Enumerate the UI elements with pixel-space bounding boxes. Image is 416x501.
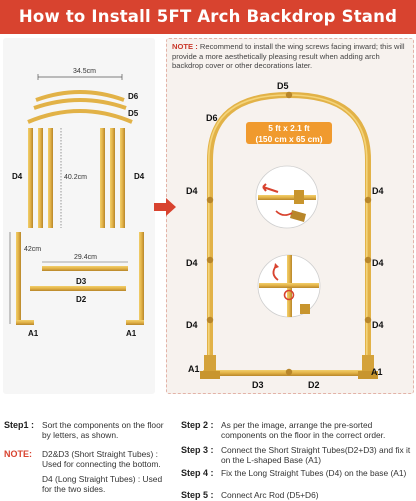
detail-wing-screw [256,166,318,228]
short-tube-d2 [30,286,126,291]
arch-d2-label: D2 [308,380,320,390]
d5-label: D5 [128,109,139,118]
long-tubes-right [100,128,125,228]
step-5 [181,490,413,500]
d3-label: D3 [76,277,87,286]
d6-label: D6 [128,92,139,101]
note-d2d3 [4,449,174,470]
step-4-text: Fix the Long Straight Tubes (D4) on the base (A1) [221,468,407,478]
arch-d4-right-3: D4 [372,320,384,330]
arch-d5-label: D5 [277,81,289,91]
step-4 [181,468,413,478]
arch-d4-right-2: D4 [372,258,384,268]
arc-width-label: 34.5cm [73,68,96,75]
step-2-label: Step 2 : [181,420,214,430]
arc-rod-d5 [28,111,132,122]
step-5-label: Step 5 : [181,490,214,500]
arc-rod-d6 [34,100,126,108]
step-5-text: Connect Arc Rod (D5+D6) [221,490,319,500]
a1-right-label: A1 [126,329,137,338]
page-title: How to Install 5FT Arch Backdrop Stand [0,0,416,34]
note-body: Recommend to install the wing screws facing inward; this will provide a more aesthetically pleasing result when adding arch backdrop cover or other decorations later. [172,42,405,71]
size-ft: 5 ft x 2.1 ft [268,123,310,133]
size-badge [246,122,332,144]
base-width-label: 29.4cm [74,254,97,261]
arch-a1-left: A1 [188,364,200,374]
arch-d6-label: D6 [206,113,218,123]
arch-d4-left-1: D4 [186,186,198,196]
arch-d4-left-3: D4 [186,320,198,330]
note-d2d3-text: D2&D3 (Short Straight Tubes) : Used for connecting the bottom. [42,449,161,470]
step-3 [181,445,413,466]
step-1-text: Sort the components on the floor by letters, as shown. [42,420,164,441]
d2-label: D2 [76,295,87,304]
step-2 [181,420,413,441]
d4-left-label: D4 [12,172,23,181]
detail-insert-tube [258,255,320,317]
step-3-label: Step 3 : [181,445,214,455]
long-tubes-left [28,128,53,228]
d4-right-label: D4 [134,172,145,181]
note-d4 [42,474,174,495]
arch-d4-left-2: D4 [186,258,198,268]
note-d4-text: D4 (Long Straight Tubes) : Used for the two sides. [42,474,163,495]
arch-a1-right: A1 [371,367,383,377]
note-label-steps: NOTE: [4,449,32,459]
base-height-label: 42cm [24,246,42,253]
a1-left-label: A1 [28,329,39,338]
short-tube-d3 [42,266,128,271]
step-2-text: As per the image, arrange the pre-sorted components on the floor in the correct order. [221,420,386,441]
note-label: NOTE : [172,42,198,51]
step-4-label: Step 4 : [181,468,214,478]
base-a1-right [126,232,144,325]
size-cm: (150 cm x 65 cm) [255,133,323,144]
step-3-text: Connect the Short Straight Tubes(D2+D3) and fix it on the L-shaped Base (A1) [221,445,411,466]
instructions [0,414,416,501]
arch-d3-label: D3 [252,380,264,390]
tube-length-label: 40.2cm [64,174,87,181]
arrow-right-icon [154,198,176,216]
step-1 [4,420,174,441]
step-1-label: Step1 : [4,420,35,430]
arch-d4-right-1: D4 [372,186,384,196]
